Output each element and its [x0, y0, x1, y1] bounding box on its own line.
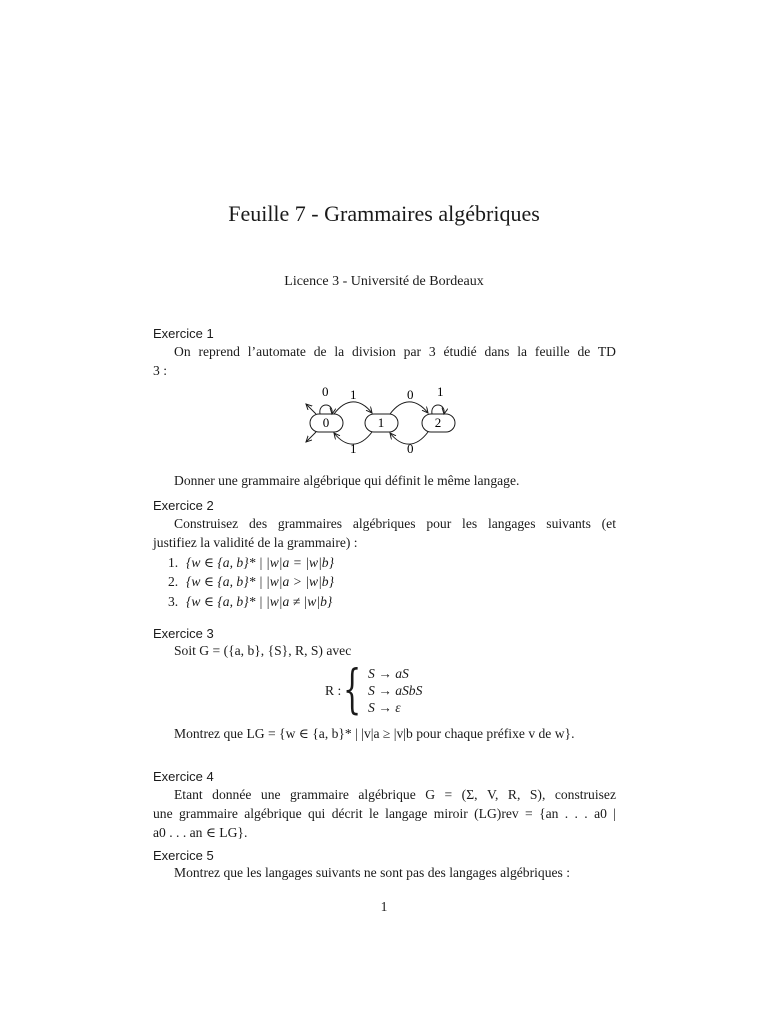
state-2-label: 2	[434, 415, 442, 430]
item-expression: {w ∈ {a, b}* | |w|a = |w|b}	[186, 555, 335, 570]
exercise-1-heading: Exercice 1	[153, 326, 214, 341]
edge-2-1-label: 0	[407, 441, 414, 456]
edge-1-0-label: 1	[350, 441, 357, 456]
exercise-3-conclusion	[153, 724, 616, 743]
rule-1: S → aS	[368, 666, 409, 681]
exercise-3-heading: Exercice 3	[153, 626, 214, 641]
exercise-4-line1	[153, 785, 616, 804]
page-subtitle: Licence 3 - Université de Bordeaux	[284, 274, 484, 289]
edge-1-2-label: 0	[407, 387, 414, 402]
exercise-3-intro-text: Soit G = ({a, b}, {S}, R, S) avec	[174, 643, 352, 658]
exercise-4-line2: une grammaire algébrique qui décrit le langage miroir (LG)rev = {an . . . a0 |	[153, 806, 616, 821]
exercise-4-line3: a0 . . . an ∈ LG}.	[153, 825, 248, 840]
loop-0-label: 0	[322, 384, 329, 399]
exercise-2-intro-line1	[153, 514, 616, 533]
rule-3: S → ε	[368, 700, 401, 715]
exercise-5-line1	[153, 863, 616, 882]
loop-state-0	[320, 405, 332, 414]
item-number: 3.	[168, 594, 179, 609]
loop-2-label: 1	[437, 384, 444, 399]
exercise-1-question	[153, 471, 616, 490]
page-number: 1	[380, 899, 388, 914]
exercise-5-heading: Exercice 5	[153, 848, 214, 863]
exercise-2-heading: Exercice 2	[153, 498, 214, 513]
exercise-2-item-1	[168, 553, 334, 572]
exercise-1-intro-text: On reprend l’automate de la division par 3 étudié dans la feuille de TD	[174, 344, 616, 359]
exercise-1-intro-line2: 3 :	[153, 363, 167, 378]
exercise-4-heading: Exercice 4	[153, 769, 214, 784]
exercise-1-intro-line1	[153, 342, 616, 361]
exercise-1-question-text: Donner une grammaire algébrique qui définit le même langage.	[174, 473, 520, 488]
initial-arrow	[306, 404, 316, 414]
final-arrow	[306, 432, 316, 442]
item-number: 2.	[168, 574, 179, 589]
exercise-4-line1-text: Etant donnée une grammaire algébrique G = (Σ, V, R, S), construisez	[174, 787, 616, 802]
loop-state-2	[432, 405, 444, 414]
exercise-2-item-3	[168, 592, 332, 611]
edge-1-to-2	[390, 402, 428, 414]
edge-0-to-1	[334, 402, 372, 414]
exercise-2-intro-text: Construisez des grammaires algébriques pour les langages suivants (et	[174, 516, 616, 531]
item-expression: {w ∈ {a, b}* | |w|a ≠ |w|b}	[186, 594, 333, 609]
exercise-2-item-2	[168, 572, 334, 591]
edge-0-1-label: 1	[350, 387, 357, 402]
exercise-3-intro	[153, 641, 616, 660]
left-brace: {	[343, 660, 362, 720]
item-number: 1.	[168, 555, 179, 570]
state-1-label: 1	[377, 415, 385, 430]
page-title: Feuille 7 - Grammaires algébriques	[228, 201, 540, 226]
rule-2: S → aSbS	[368, 683, 423, 698]
item-expression: {w ∈ {a, b}* | |w|a > |w|b}	[186, 574, 335, 589]
exercise-5-line1-text: Montrez que les langages suivants ne sont pas des langages algébriques :	[174, 865, 571, 880]
rules-lhs: R :	[325, 683, 342, 698]
state-0-label: 0	[322, 415, 330, 430]
automaton-diagram	[298, 380, 468, 460]
exercise-3-conclusion-text: Montrez que LG = {w ∈ {a, b}* | |v|a ≥ |v|b pour chaque préfixe v de w}.	[174, 726, 575, 741]
exercise-2-intro-line2: justifiez la validité de la grammaire) :	[153, 535, 358, 550]
